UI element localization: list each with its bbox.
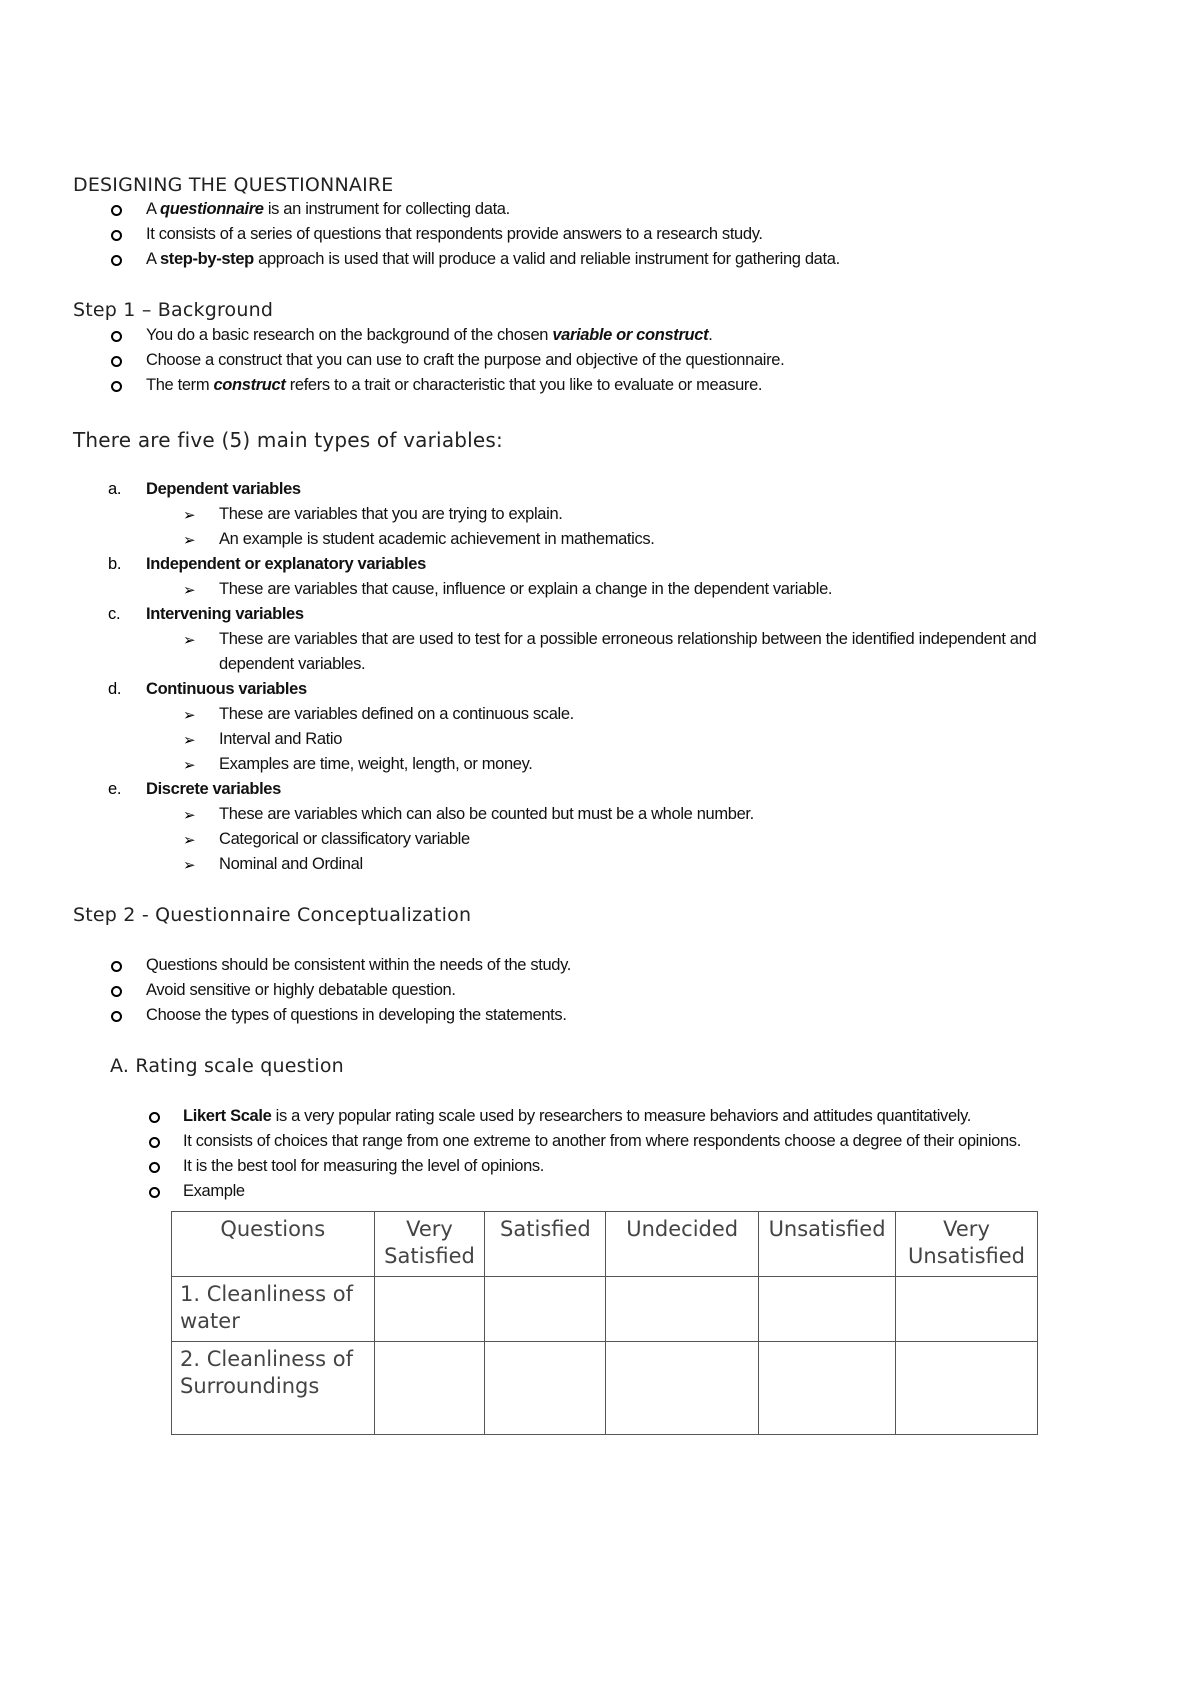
rating-cell bbox=[485, 1277, 606, 1342]
arrow-bullet-icon: ➢ bbox=[183, 831, 196, 849]
variable-e-point-3: Nominal and Ordinal bbox=[219, 855, 363, 873]
rating-cell bbox=[896, 1277, 1038, 1342]
column-header-unsatisfied: Unsatisfied bbox=[759, 1212, 896, 1277]
rating-cell bbox=[374, 1277, 485, 1342]
column-header-undecided: Undecided bbox=[606, 1212, 759, 1277]
column-header-questions: Questions bbox=[172, 1212, 375, 1277]
arrow-bullet-icon: ➢ bbox=[183, 806, 196, 824]
rating-cell bbox=[759, 1277, 896, 1342]
column-header-very-satisfied: Very Satisfied bbox=[374, 1212, 485, 1277]
variable-e-point-1: These are variables which can also be counted but must be a whole number. bbox=[219, 805, 754, 823]
step1-heading: Step 1 – Background bbox=[73, 299, 274, 321]
list-letter-e: e. bbox=[108, 780, 122, 798]
rating-cell bbox=[606, 1277, 759, 1342]
question-cell: 2. Cleanliness of Surroundings bbox=[172, 1342, 375, 1435]
arrow-bullet-icon: ➢ bbox=[183, 581, 196, 599]
arrow-bullet-icon: ➢ bbox=[183, 631, 196, 649]
variable-e-title: Discrete variables bbox=[146, 780, 281, 798]
circle-bullet-icon bbox=[111, 205, 122, 216]
variable-b-title: Independent or explanatory variables bbox=[146, 555, 426, 573]
rating-bullet-2: It consists of choices that range from one extreme to another from where respondents choose a degree of their opinions. bbox=[183, 1132, 1021, 1150]
intro-bullet-2: It consists of a series of questions that respondents provide answers to a research study. bbox=[146, 225, 763, 243]
circle-bullet-icon bbox=[111, 961, 122, 972]
list-letter-d: d. bbox=[108, 680, 122, 698]
variable-e-point-2: Categorical or classificatory variable bbox=[219, 830, 470, 848]
step1-bullet-3: The term construct refers to a trait or characteristic that you like to evaluate or measure. bbox=[146, 376, 763, 394]
variable-a-title: Dependent variables bbox=[146, 480, 301, 498]
step2-bullet-3: Choose the types of questions in developing the statements. bbox=[146, 1006, 567, 1024]
circle-bullet-icon bbox=[111, 255, 122, 266]
arrow-bullet-icon: ➢ bbox=[183, 706, 196, 724]
rating-bullet-4: Example bbox=[183, 1182, 245, 1200]
rating-scale-heading: A. Rating scale question bbox=[110, 1055, 344, 1077]
variable-c-title: Intervening variables bbox=[146, 605, 304, 623]
rating-cell bbox=[374, 1342, 485, 1435]
circle-bullet-icon bbox=[111, 331, 122, 342]
likert-scale-table bbox=[171, 1211, 1038, 1435]
rating-cell bbox=[759, 1342, 896, 1435]
variable-d-point-1: These are variables defined on a continuous scale. bbox=[219, 705, 574, 723]
rating-cell bbox=[606, 1342, 759, 1435]
arrow-bullet-icon: ➢ bbox=[183, 531, 196, 549]
list-letter-b: b. bbox=[108, 555, 122, 573]
variables-heading: There are five (5) main types of variables: bbox=[73, 428, 503, 452]
rating-cell bbox=[896, 1342, 1038, 1435]
step2-bullet-2: Avoid sensitive or highly debatable question. bbox=[146, 981, 456, 999]
document-title: DESIGNING THE QUESTIONNAIRE bbox=[73, 174, 394, 196]
column-header-very-unsatisfied: Very Unsatisfied bbox=[896, 1212, 1038, 1277]
circle-bullet-icon bbox=[111, 381, 122, 392]
step1-bullet-2: Choose a construct that you can use to craft the purpose and objective of the questionnaire. bbox=[146, 351, 785, 369]
variable-d-point-3: Examples are time, weight, length, or money. bbox=[219, 755, 533, 773]
arrow-bullet-icon: ➢ bbox=[183, 731, 196, 749]
arrow-bullet-icon: ➢ bbox=[183, 856, 196, 874]
circle-bullet-icon bbox=[149, 1162, 160, 1173]
circle-bullet-icon bbox=[149, 1137, 160, 1148]
table-header-row bbox=[172, 1212, 1038, 1277]
intro-bullet-3: A step-by-step approach is used that will produce a valid and reliable instrument for gathering data. bbox=[146, 250, 840, 268]
question-cell: 1. Cleanliness of water bbox=[172, 1277, 375, 1342]
variable-a-point-1: These are variables that you are trying to explain. bbox=[219, 505, 563, 523]
variable-c-point-1: These are variables that are used to test for a possible erroneous relationship between the identified independent and bbox=[219, 630, 1037, 648]
step2-heading: Step 2 - Questionnaire Conceptualization bbox=[73, 904, 472, 926]
variable-c-point-1-cont: dependent variables. bbox=[219, 655, 366, 673]
step1-bullet-1: You do a basic research on the background of the chosen variable or construct. bbox=[146, 326, 713, 344]
intro-bullet-1: A questionnaire is an instrument for collecting data. bbox=[146, 200, 510, 218]
rating-bullet-3: It is the best tool for measuring the level of opinions. bbox=[183, 1157, 545, 1175]
variable-d-point-2: Interval and Ratio bbox=[219, 730, 343, 748]
circle-bullet-icon bbox=[149, 1112, 160, 1123]
list-letter-a: a. bbox=[108, 480, 122, 498]
rating-bullet-1: Likert Scale is a very popular rating scale used by researchers to measure behaviors and attitudes quantitatively. bbox=[183, 1107, 971, 1125]
rating-cell bbox=[485, 1342, 606, 1435]
table-row bbox=[172, 1277, 1038, 1342]
circle-bullet-icon bbox=[111, 986, 122, 997]
variable-d-title: Continuous variables bbox=[146, 680, 307, 698]
arrow-bullet-icon: ➢ bbox=[183, 756, 196, 774]
table-row bbox=[172, 1342, 1038, 1435]
list-letter-c: c. bbox=[108, 605, 121, 623]
circle-bullet-icon bbox=[149, 1187, 160, 1198]
circle-bullet-icon bbox=[111, 1011, 122, 1022]
circle-bullet-icon bbox=[111, 356, 122, 367]
variable-b-point-1: These are variables that cause, influence or explain a change in the dependent variable. bbox=[219, 580, 833, 598]
step2-bullet-1: Questions should be consistent within the needs of the study. bbox=[146, 956, 572, 974]
arrow-bullet-icon: ➢ bbox=[183, 506, 196, 524]
column-header-satisfied: Satisfied bbox=[485, 1212, 606, 1277]
variable-a-point-2: An example is student academic achievement in mathematics. bbox=[219, 530, 655, 548]
circle-bullet-icon bbox=[111, 230, 122, 241]
